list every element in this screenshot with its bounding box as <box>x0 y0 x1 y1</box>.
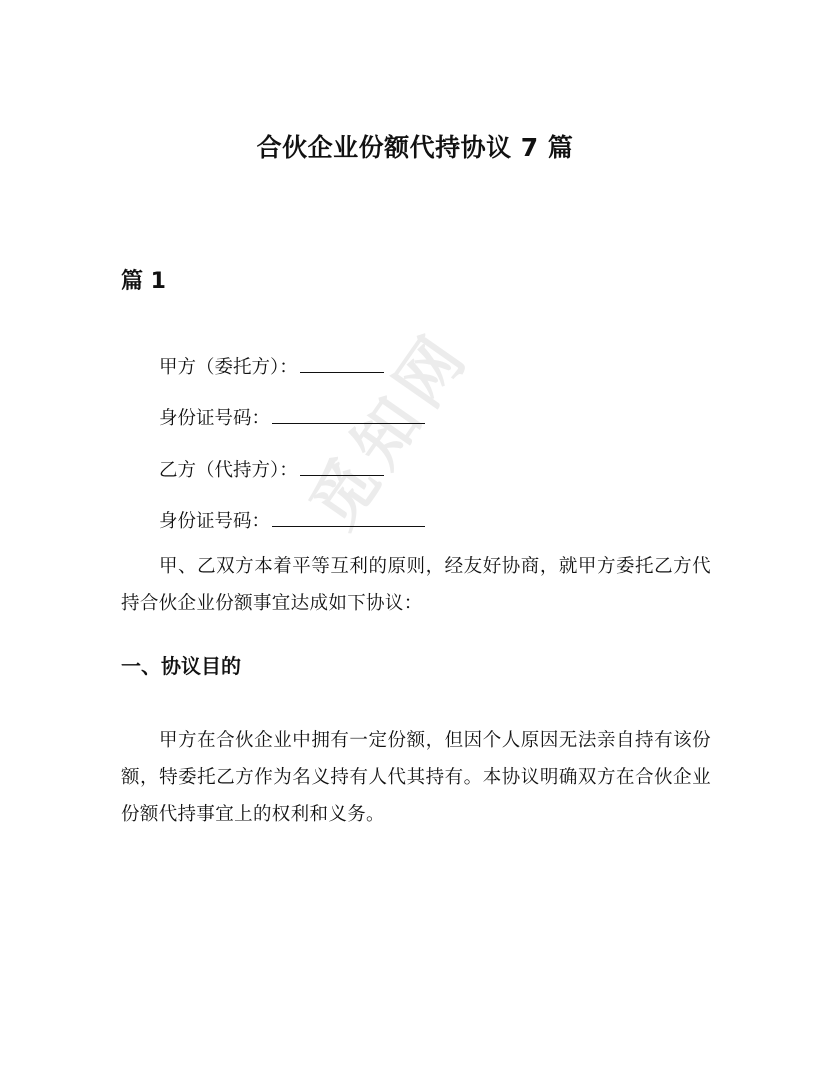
party-a-id-blank[interactable] <box>272 403 425 424</box>
party-a-blank[interactable] <box>300 352 384 373</box>
party-b-id-label: 身份证号码： <box>159 511 271 532</box>
party-b-id-blank[interactable] <box>272 506 425 527</box>
party-a-id-line <box>159 403 425 430</box>
intro-paragraph: 甲、乙双方本着平等互利的原则，经友好协商，就甲方委托乙方代持合伙企业份额事宜达成如下协议： <box>121 556 711 614</box>
document-title: 合伙企业份额代持协议 7 篇 <box>256 133 574 162</box>
party-a-label: 甲方（委托方）： <box>159 357 298 378</box>
clause-heading: 一、协议目的 <box>121 654 241 678</box>
watermark: 觅知网 <box>296 317 485 542</box>
section-heading: 篇 1 <box>121 269 166 294</box>
party-b-blank[interactable] <box>300 455 384 476</box>
party-b-label: 乙方（代持方）： <box>159 460 298 481</box>
party-b-line <box>159 455 384 482</box>
party-a-id-label: 身份证号码： <box>159 408 271 429</box>
party-b-id-line <box>159 506 425 533</box>
clause-paragraph: 甲方在合伙企业中拥有一定份额，但因个人原因无法亲自持有该份额，特委托乙方作为名义持有人代其持有。本协议明确双方在合伙企业份额代持事宜上的权利和义务。 <box>121 730 711 825</box>
party-a-line <box>159 352 384 379</box>
